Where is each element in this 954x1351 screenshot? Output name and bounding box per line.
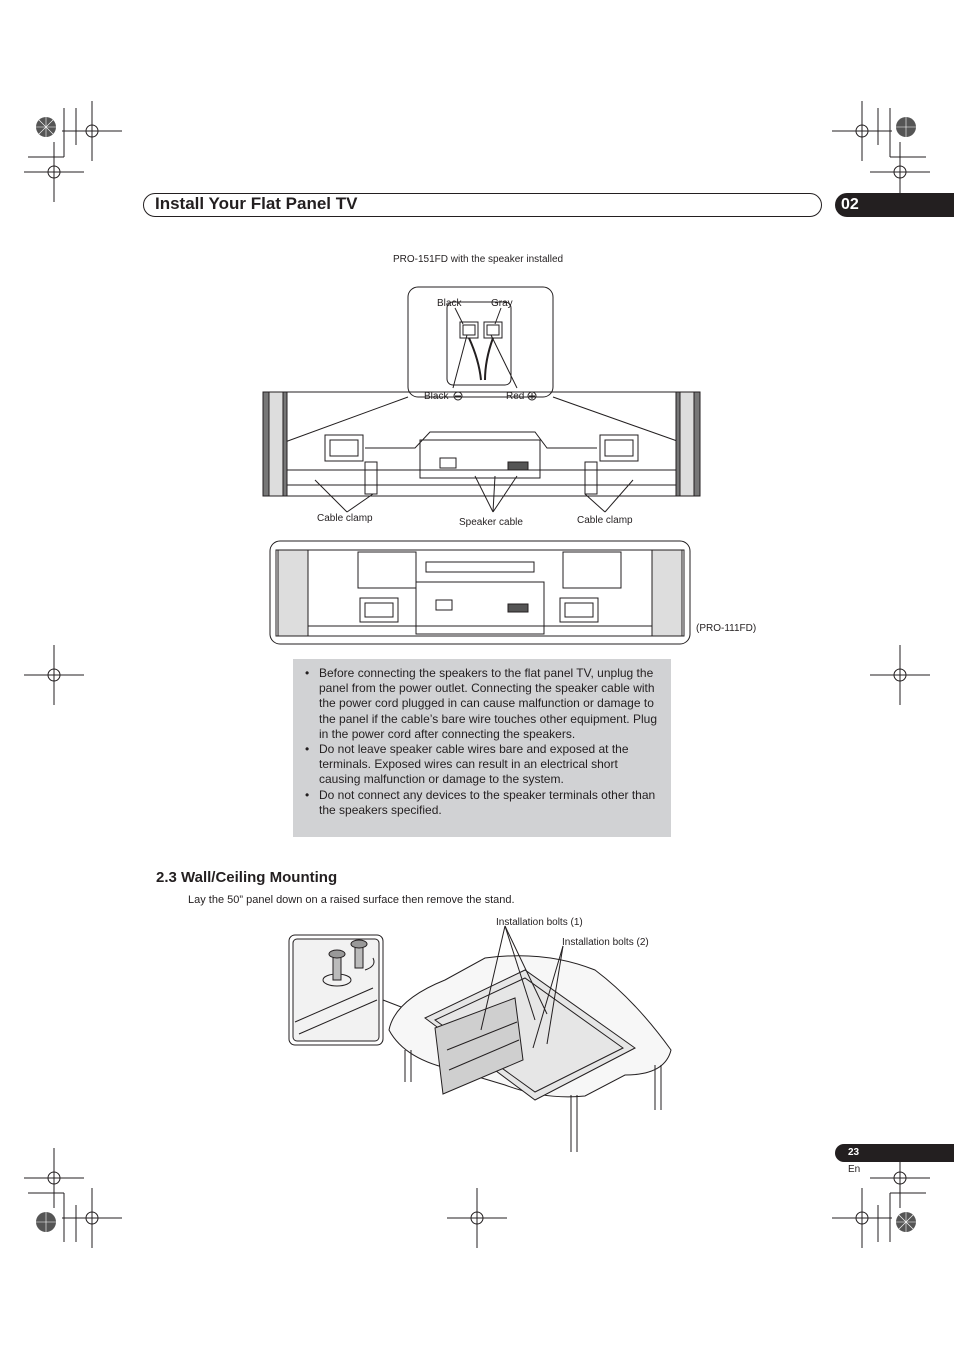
black-minus-label: Black (424, 391, 449, 402)
bolts2-label: Installation bolts (2) (562, 937, 649, 948)
page-number: 23 (835, 1144, 954, 1162)
page-title: Install Your Flat Panel TV (155, 194, 358, 213)
figure3-diagram (285, 910, 685, 1160)
note-item: • Do not connect any devices to the speaker terminals other than the speakers specified. (319, 788, 661, 818)
speaker-cable-label: Speaker cable (459, 517, 523, 528)
section-heading: 2.3 Wall/Ceiling Mounting (156, 869, 338, 886)
figure1-diagram (255, 280, 705, 530)
cable-clamp-label-right: Cable clamp (577, 515, 633, 526)
cable-clamp-label-left: Cable clamp (317, 513, 373, 524)
figure2-diagram (268, 538, 693, 648)
note-item: • Before connecting the speakers to the flat panel TV, unplug the panel from the power outlet. Connecting the speaker cable with the power cord plugged in can cause malfunction or damage to the panel if the cable’s bare wire touches other equipment. Plug in the power cord after connecting the speakers. (319, 666, 661, 742)
page-language: En (848, 1164, 861, 1175)
note-item: • Do not leave speaker cable wires bare and exposed at the terminals. Exposed wires can result in an electrical short causing malfunction or damage to the system. (319, 742, 661, 788)
red-plus-label: Red (506, 391, 525, 402)
bolts1-label: Installation bolts (1) (496, 917, 583, 928)
figure1-caption: PRO-151FD with the speaker installed (393, 254, 564, 265)
figure2-caption: (PRO-111FD) (696, 623, 757, 634)
section-body: Lay the 50” panel down on a raised surface then remove the stand. (188, 894, 515, 906)
gray-label-top: Gray (491, 298, 513, 309)
caution-note-box (293, 659, 671, 837)
black-label-top: Black (437, 298, 462, 309)
chapter-badge: 02 (835, 193, 954, 217)
